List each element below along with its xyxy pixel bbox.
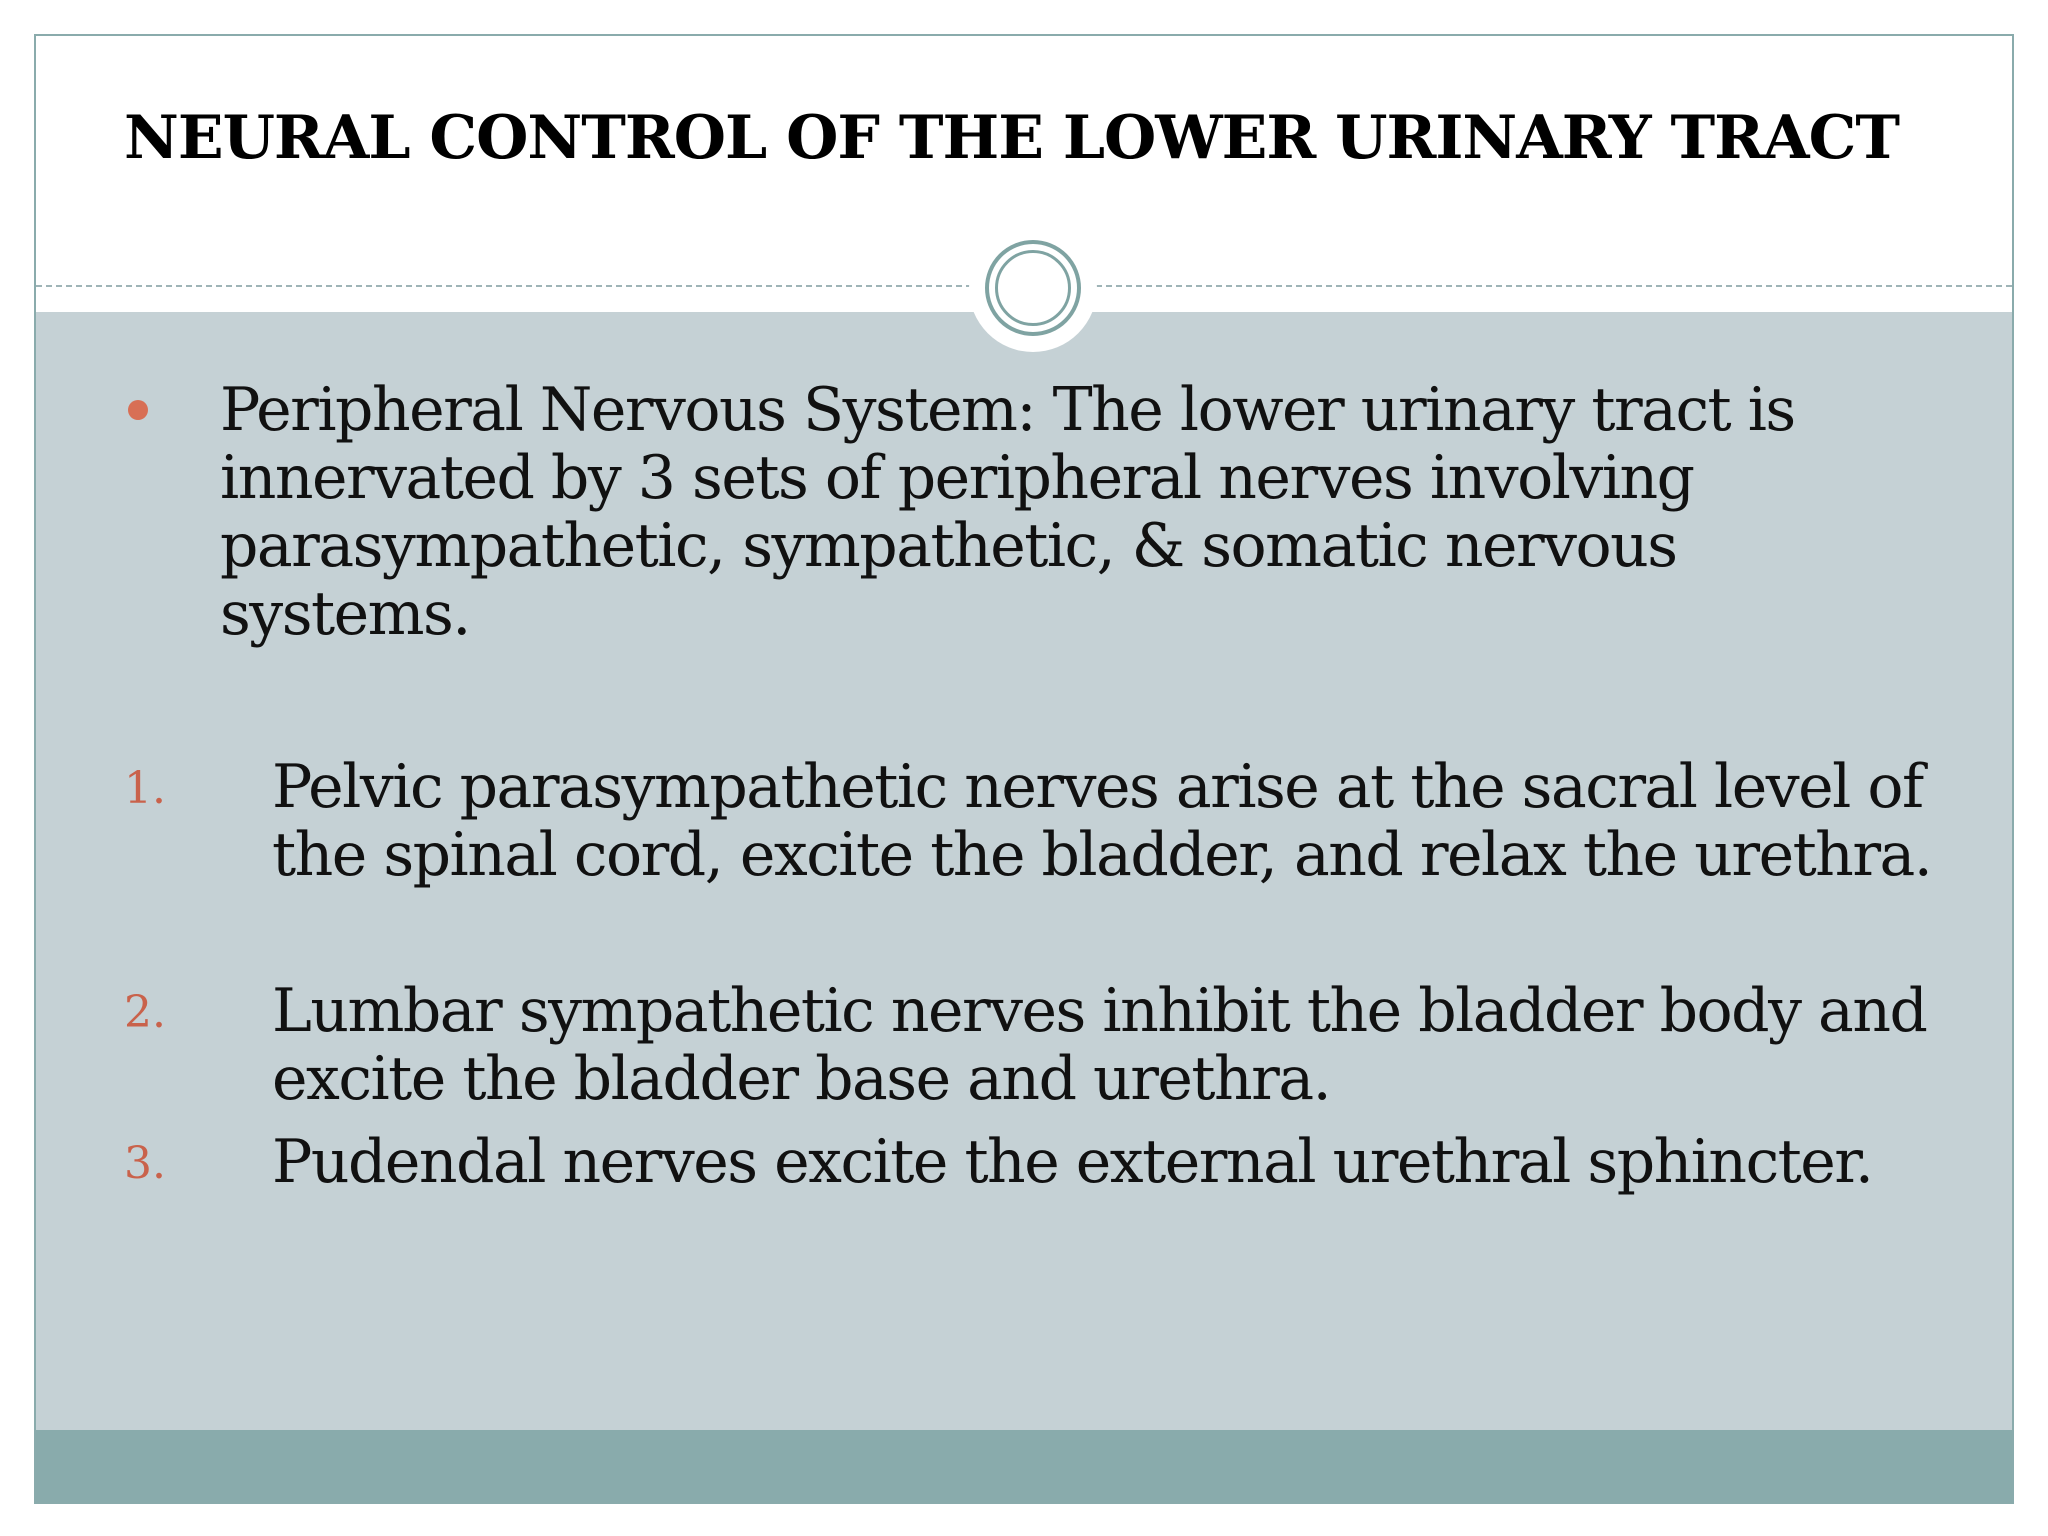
slide [34,34,2014,1504]
bullet-text: Peripheral Nervous System: The lower urinary tract is innervated by 3 sets of peripheral nerves involving parasympathetic, sympathetic, & somatic nervous systems. [220,375,1795,649]
double-circle-ornament-icon [969,224,1097,352]
slide-title: NEURAL CONTROL OF THE LOWER URINARY TRACT [124,103,1899,173]
item-text: Lumbar sympathetic nerves inhibit the bladder body and excite the bladder base and urethra. [272,976,1927,1114]
item-number: 3. [124,1138,166,1189]
item-number: 2. [124,987,166,1038]
ornament-inner-ring [995,250,1071,326]
item-number: 1. [124,763,166,814]
item-text: Pudendal nerves excite the external urethral sphincter. [272,1127,1873,1197]
item-text: Pelvic parasympathetic nerves arise at the sacral level of the spinal cord, excite the bladder, and relax the urethra. [272,752,1932,890]
ornament-outer-ring [985,240,1081,336]
round-bullet-icon [128,400,148,420]
footer-band [36,1430,2012,1502]
